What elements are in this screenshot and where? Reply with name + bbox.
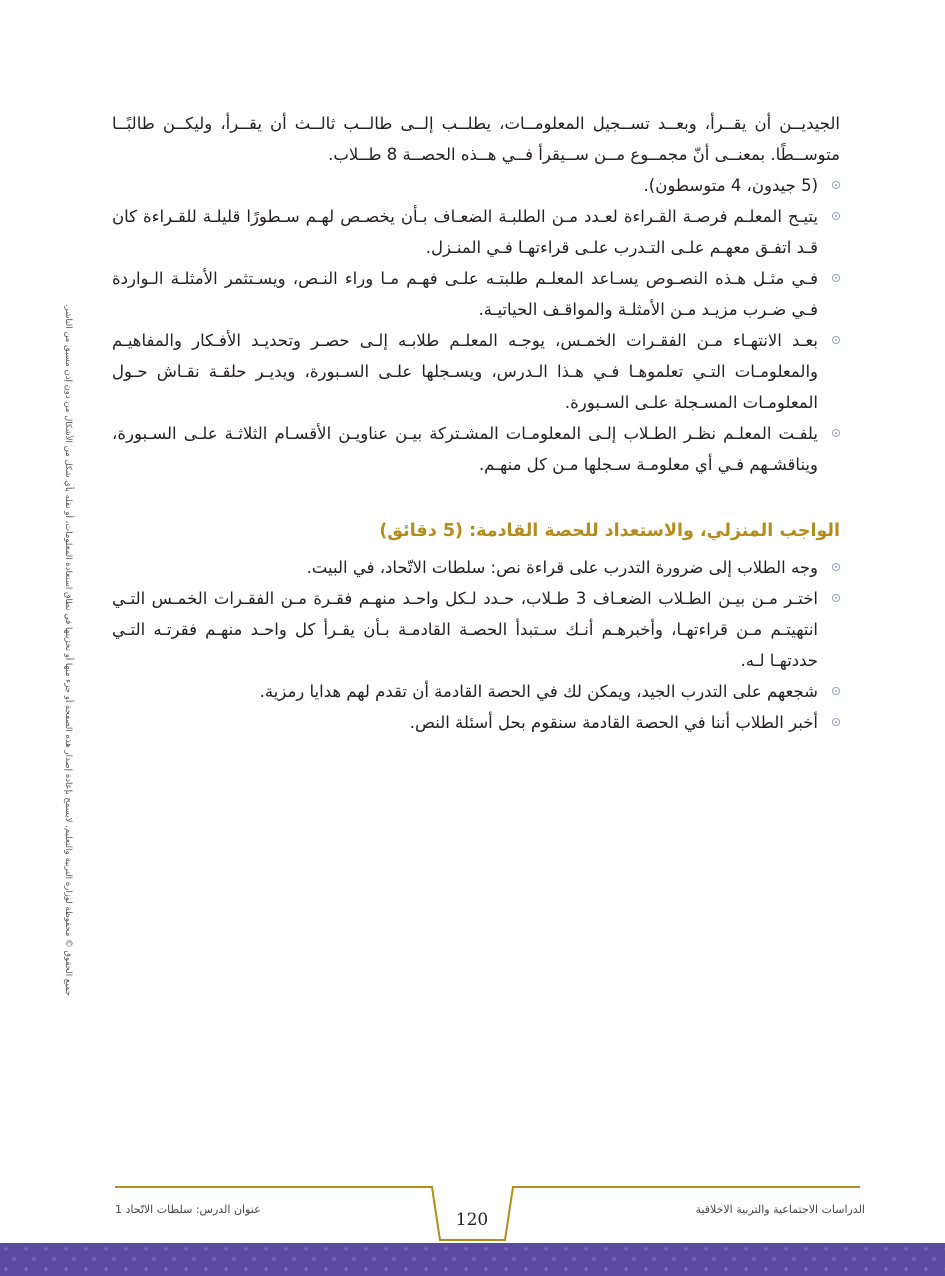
homework-heading: الواجب المنزلي، والاستعداد للحصة القادمة: (5 دقائق)	[379, 521, 840, 541]
list-item-text: أخبر الطلاب أننا في الحصة القادمة سنقوم بحل أسئلة النص.	[409, 713, 818, 732]
copyright-text: جميع الحقوق © محفوظة لوزارة التربية والتعليم. لايسمح بإعادة إصدار هذه الصفحة أو جزء منها أو تخزينها في نطاق استعادة المعلومات، أو نقله بأي شكل من الأشكال من دون إذن مسبق من الناشر.	[63, 303, 73, 997]
intro-paragraph: الجيديــن أن يقــرأ، وبعــد تســجيل المعلومــات، يطلــب إلــى طالــب ثالــث أن يقــرأ، وليكــن طالبًــا متوســطًا. بمعنــى أنّ مجمــوع مــن ســيقرأ فــي هــذه الحصــة 8 طــلاب.	[112, 114, 840, 164]
footer-lesson-title: عنوان الدرس: سلطات الاتّحاد 1	[115, 1203, 261, 1216]
page-number: 120	[455, 1210, 489, 1230]
list-item-text: يتيـح المعلـم فرصـة القـراءة لعـدد مـن الطلبـة الضعـاف بـأن يخصـص لهـم سـطورًا قليلـة للقـراءة كان قـد اتفـق معهـم علـى التـدرب علـى قراءتهـا فـي المنـزل.	[112, 207, 818, 257]
list-item-text: وجه الطلاب إلى ضرورة التدرب على قراءة نص: سلطات الاتّحاد، في البيت.	[306, 558, 818, 577]
list-item-text: اختـر مـن بيـن الطـلاب الضعـاف 3 طـلاب، حـدد لـكل واحـد منهـم فقـرة مـن الفقـرات الخمـس التـي انتهيتـم مـن قراءتهـا، وأخبرهـم أنـك سـتبدأ الحصـة القادمـة بـأن يقـرأ كل واحـد منهـم فقرتـه التـي حددتهـا لـه.	[112, 589, 818, 670]
list-item-text: فـي مثـل هـذه النصـوص يسـاعد المعلـم طلبتـه علـى فهـم مـا وراء النـص، ويسـتثمر الأمثلـة الـواردة فـي ضـرب مزيـد مـن الأمثلـة والمواقـف الحياتيـة.	[112, 269, 818, 319]
list-item-text: شجعهم على التدرب الجيد، ويمكن لك في الحصة القادمة أن تقدم لهم هدايا رمزية.	[259, 682, 818, 701]
bottom-decorative-band	[0, 1243, 945, 1276]
list-item-text: يلفـت المعلـم نظـر الطـلاب إلـى المعلومـات المشـتركة بيـن عناويـن الأقسـام الثلاثـة علـى السـبورة، ويناقشـهم فـي أي معلومـة سـجلها مـن كل منهـم.	[112, 424, 818, 474]
list-item-text: بعـد الانتهـاء مـن الفقـرات الخمـس، يوجـه المعلـم طلابـه إلـى حصـر وتحديـد الأفـكار والمفاهيـم والمعلومـات التـي تعلموهـا فـي هـذا الـدرس، ويسـجلها علـى السـبورة، ويديـر حلقـة نقـاش حـول المعلومـات المسـجلة علـى السـبورة.	[112, 331, 818, 412]
list-item-text: (5 جيدون، 4 متوسطون).	[643, 176, 818, 195]
footer-subject: الدراسات الاجتماعية والتربية الاخلاقية	[695, 1203, 865, 1216]
